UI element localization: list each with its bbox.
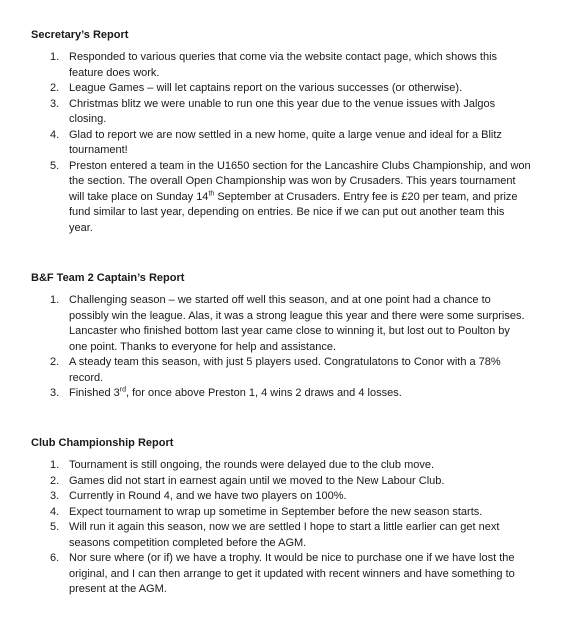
list-item: [31, 128, 531, 159]
list-item-number: 3.: [50, 490, 60, 502]
list-item-text-continued: , for once above Preston 1, 4 wins 2 draws and 4 losses.: [126, 387, 402, 399]
list-item: [31, 386, 531, 402]
list-item-number: 4.: [50, 128, 60, 141]
team2-report-heading: B&F Team 2 Captain’s Report: [31, 272, 185, 284]
club-championship-section: [31, 436, 531, 598]
list-item: [31, 520, 531, 551]
list-item-number: 3.: [50, 97, 60, 110]
list-item-number: 6.: [50, 552, 60, 564]
list-item-text: Will run it again this season, now we are settled I hope to start a little earlier can get next seasons competition completed before the AGM.: [69, 521, 500, 549]
list-item: [31, 355, 531, 386]
list-item: [31, 159, 531, 237]
list-item-text: Games did not start in earnest again until we moved to the New Labour Club.: [69, 474, 445, 487]
list-item-text: Glad to report we are now settled in a new home, quite a large venue and ideal for a Blitz tournament!: [69, 128, 502, 156]
list-item-text: League Games – will let captains report on the various successes (or otherwise).: [69, 82, 463, 94]
list-item: [31, 489, 531, 505]
list-item-number: 1.: [50, 51, 60, 63]
list-item-text: Nor sure where (or if) we have a trophy. It would be nice to purchase one if we have lost the original, and I can then arrange to get it updated with recent winners and have something to present at the AGM.: [69, 552, 515, 595]
list-item: [31, 458, 531, 474]
secretary-report-section: [31, 28, 531, 236]
secretary-report-heading: Secretary’s Report: [31, 29, 129, 41]
list-item-text: Preston entered a team in the U1650 section for the Lancashire Clubs Championship, and won the section. The overall Open Championship was won by Crusaders. This years tournament will take place on Sunday 14: [69, 159, 531, 203]
list-item-number: 3.: [50, 387, 60, 399]
list-item-number: 1.: [50, 294, 60, 306]
list-item: [31, 293, 531, 355]
list-item-text: A steady team this season, with just 5 players used. Congratulatons to Conor with a 78% record.: [69, 356, 501, 384]
ordinal-suffix: rd: [119, 386, 126, 394]
list-item-number: 5.: [50, 159, 60, 172]
team2-report-section: [31, 271, 531, 402]
list-item-number: 2.: [50, 474, 60, 487]
list-item-number: 2.: [50, 356, 60, 368]
list-item: [31, 50, 531, 81]
list-item: [31, 474, 531, 490]
list-item-text: Tournament is still ongoing, the rounds were delayed due to the club move.: [69, 459, 435, 471]
list-item-text: Finished 3: [69, 387, 120, 399]
club-championship-list: [31, 458, 531, 598]
secretary-report-list: [31, 50, 531, 236]
list-item-text-continued: September at Crusaders. Entry fee is £20 per team, and prize fund similar to last year, depending on entries. Be nice if we can put out another team this year.: [69, 190, 518, 234]
club-championship-heading: Club Championship Report: [31, 437, 174, 449]
list-item: [31, 81, 531, 97]
list-item-number: 5.: [50, 521, 60, 533]
list-item: [31, 551, 531, 598]
list-item-number: 2.: [50, 82, 60, 94]
list-item-text: Expect tournament to wrap up sometime in September before the new season starts.: [69, 505, 483, 518]
list-item-text: Christmas blitz we were unable to run one this year due to the venue issues with Jalgos closing.: [69, 97, 496, 125]
list-item-text: Challenging season – we started off well this season, and at one point had a chance to possibly win the league. Alas, it was a strong league this year and there were some surprises. Lancaster who finished bottom last year came close to winning it, but lost out to Poulton by one point. Thanks to everyone for help and assistance.: [69, 294, 525, 353]
list-item-number: 1.: [50, 459, 60, 471]
team2-report-list: [31, 293, 531, 402]
list-item-number: 4.: [50, 505, 60, 518]
list-item: [31, 505, 531, 521]
list-item-text: Responded to various queries that come via the website contact page, which shows this feature does work.: [69, 51, 498, 79]
list-item: [31, 97, 531, 128]
ordinal-suffix: th: [208, 189, 215, 197]
list-item-text: Currently in Round 4, and we have two players on 100%.: [69, 490, 347, 502]
